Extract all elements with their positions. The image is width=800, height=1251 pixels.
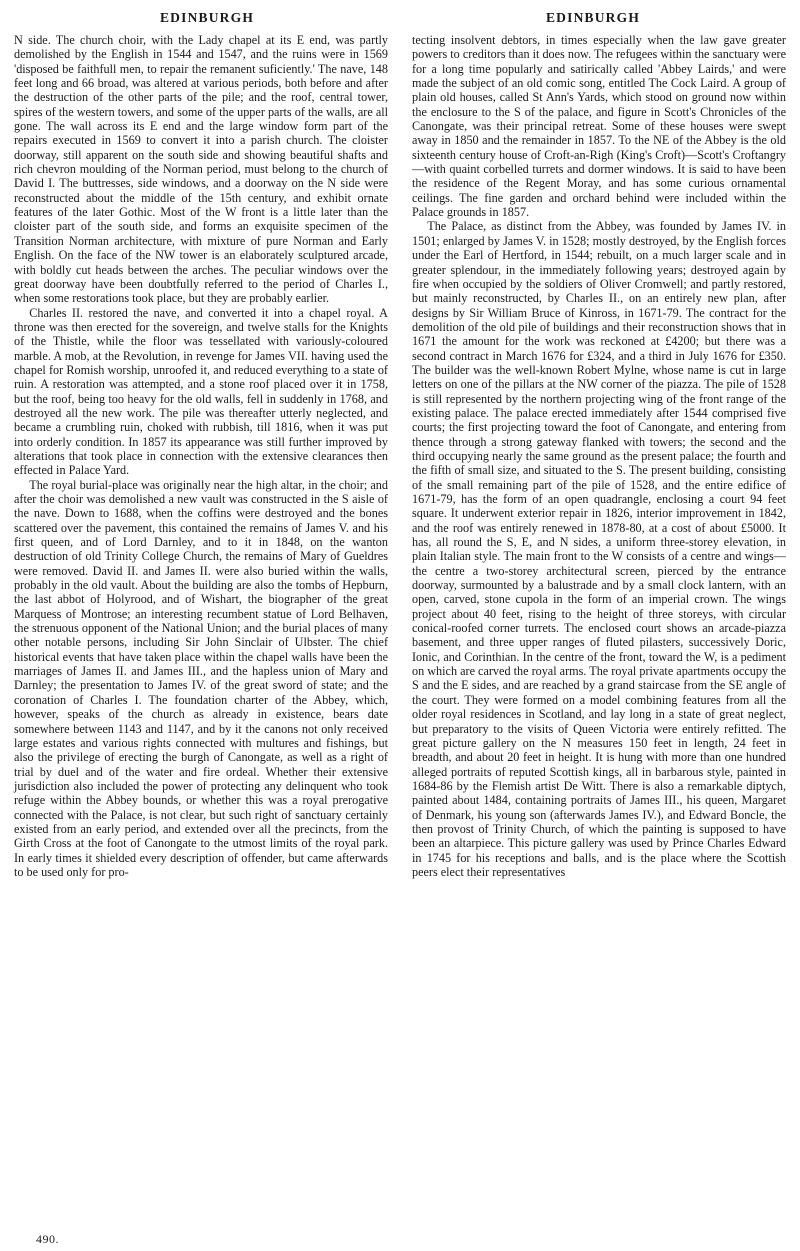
running-head-right: EDINBURGH — [545, 10, 641, 25]
running-head-left: EDINBURGH — [159, 10, 255, 25]
right-column — [400, 33, 786, 879]
paragraph: The royal burial-place was originally near the high altar, in the choir; and after the choir was demolished a new vault was constructed in the S aisle of the nave. Down to 1688, when the coffins were destroyed and the bones scattered over the pavement, this contained the remains of James V. and his first queen, and of Lord Darnley, and to it in 1848, on the wanton destruction of old Trinity College Church, the remains of Mary of Gueldres were removed. David II. and James II. were also buried within the walls, probably in the old vault. About the building are also the tombs of Hepburn, the last abbot of Holyrood, and of Wishart, the biographer of the great Marquess of Montrose; an interesting recumbent statue of Lord Belhaven, the strenuous opponent of the National Union; and the burial places of many other notable persons, including Sir John Sinclair of Ulbster. The chief historical events that have taken place within the chapel walls have been the marriages of James II. and James III., and the hapless union of Mary and Darnley; the presentation to James IV. of the great sword of state; and the coronation of Charles I. The foundation charter of the Abbey, which, however, speaks of the church as already in existence, bears date somewhere between 1143 and 1147, and by it the canons not only received large estates and various rights connected with multures and fishings, but also the privilege of erecting the burgh of Canongate, as well as a right of trial by duel and of the water and fire ordeal. Whether their extensive jurisdiction also included the power of protecting any delinquent who took refuge within the Abbey bounds, or whether this was a royal prerogative connected with the Palace, is not clear, but such right of sanctuary certainly existed from an early period, and extended over all the precincts, from the Girth Cross at the foot of Canongate to the utmost limits of the royal park. In early times it shielded every description of offender, but came afterwards to be used only for pro- — [14, 477, 388, 879]
running-head-row — [14, 10, 786, 33]
two-column-body — [14, 33, 786, 879]
left-column — [14, 33, 400, 879]
paragraph: The Palace, as distinct from the Abbey, was founded by James IV. in 1501; enlarged by James V. in 1528; mostly destroyed, by the English forces under the Earl of Hertford, in 1544; rebuilt, on a much larger scale and in greater splendour, in the immediately following years; destroyed again by fire when occupied by the soldiers of Oliver Cromwell; and partly restored, but mainly reconstructed, by Charles II., on an entirely new plan, after designs by Sir William Bruce of Kinross, in 1671-79. The contract for the demolition of the old pile of buildings and their reconstruction shows that in 1671 the amount for the work was reckoned at £4200; but there was a second contract in March 1676 for £324, and a third in July 1676 for £350. The builder was the well-known Robert Mylne, whose name is cut in large letters on one of the pillars at the NW corner of the piazza. The pile of 1528 is still represented by the northern projecting wing of the front range of the existing palace. The palace erected immediately after 1544 comprised five courts; the first projecting toward the foot of Canongate, and entering from thence through a strong gateway flanked with towers; the second and the third occupying nearly the same ground as the present palace; the fourth and the fifth of small size, and situated to the S. The present building, consisting of the small remaining part of the pile of 1528, and the entire edifice of 1671-79, has the form of an open quadrangle, enclosing a court 94 feet square. It underwent exterior repair in 1826, interior improvement in 1842, and the roof was entirely renewed in 1878-80, at a cost of about £5000. It has, all round the S, E, and N sides, a uniform three-storey elevation, in plain Italian style. The main front to the W consists of a centre and wings—the centre a two-storey architectural screen, pierced by the entrance doorway, surmounted by a balustrade and by a small clock lantern, with an open, carved, stone cupola in the form of an imperial crown. The wings project about 40 feet, rising to the height of three storeys, with circular conical-roofed corner turrets. The enclosed court shows an arcade-piazza basement, and three upper ranges of fluted pilasters, successively Doric, Ionic, and Corinthian. In the centre of the front, toward the W, is a pediment on which are carved the royal arms. The royal private apartments occupy the S and the E sides, and are reached by a grand staircase from the SE angle of the court. They were formed on a model combining features from all the older royal residences in Scotland, and lay long in a state of great neglect, but preparatory to the visits of Queen Victoria were entirely refitted. The great picture gallery on the N measures 150 feet in length, 24 feet in breadth, and about 20 feet in height. It is hung with more than one hundred alleged portraits of reputed Scottish kings, all in barbarous style, painted in 1684-86 by the Flemish artist De Witt. There is also a remarkable diptych, painted about 1484, containing portraits of James III., his queen, Margaret of Denmark, his young son (afterwards James IV.), and Edward Boncle, the then provost of Trinity Church, of which the painting is supposed to have been an altarpiece. This picture gallery was used by Prince Charles Edward in 1745 for his receptions and balls, and is the place where the Scottish peers elect their representatives — [412, 219, 786, 879]
paragraph: N side. The church choir, with the Lady chapel at its E end, was partly demolished by the English in 1544 and 1547, and the ruins were in 1569 'disposed be faithfull men, to repair the remanent suficiently.' The nave, 148 feet long and 66 broad, was altered at various periods, both before and after the destruction of the other parts of the pile; and the roof, central tower, spires of the western towers, and some of the upper parts of the walls, are all gone. The wall across its E end and the large window form part of the repairs executed in 1569 to convert it into a parish church. The cloister doorway, still apparent on the south side and showing beautiful shafts and rich chevron moulding of the Norman period, must belong to the church of David I. The buttresses, side windows, and a doorway on the N side were reconstructed about the middle of the 15th century, and exhibit ornate features of the later Gothic. Most of the W front is a little later than the cloister part of the south side, and forms an exquisite specimen of the Transition Norman architecture, with mixture of pure Norman and Early English. On the face of the NW tower is an elaborately sculptured arcade, with boldly cut heads between the arches. The peculiar windows over the great doorway have been doubtfully referred to the period of Charles I., when some restorations took place, but they are probably earlier. — [14, 33, 388, 306]
paragraph: Charles II. restored the nave, and converted it into a chapel royal. A throne was then erected for the sovereign, and twelve stalls for the Knights of the Thistle, while the floor was tessellated with variously-coloured marble. A mob, at the Revolution, in revenge for James VII. having used the chapel for Romish worship, unroofed it, and reduced everything to a state of ruin. A restoration was attempted, and a stone roof placed over it in 1758, but the roof, being too heavy for the old walls, fell in suddenly in 1768, and destroyed all the new work. The pile was thereafter utterly neglected, and became a crumbling ruin, choked with rubbish, till 1816, when it was put into orderly condition. In 1857 its appearance was still further improved by alterations that took place in connection with the extensive clearances then effected in Palace Yard. — [14, 305, 388, 478]
page-number: 490. — [36, 1232, 59, 1246]
paragraph: tecting insolvent debtors, in times especially when the law gave greater powers to creditors than it does now. The refugees within the sanctuary were for a long time popularly and satirically called 'Abbey Lairds,' and were made the subject of an old comic song, entitled The Cock Laird. A group of plain old houses, called St Ann's Yards, which stood on ground now within the enclosure to the S of the palace, and figure in Scott's Chronicles of the Canongate, was their principal retreat. Some of these houses were swept away in 1850 and the remainder in 1857. To the NE of the Abbey is the old sixteenth century house of Croft-an-Righ (King's Croft)—Scott's Croftangry—with quaint corbelled turrets and dormer windows. It is said to have been the residence of the Regent Moray, and has some curious ornamental ceilings. The fine garden and orchard behind were included within the Palace grounds in 1857. — [412, 33, 786, 220]
